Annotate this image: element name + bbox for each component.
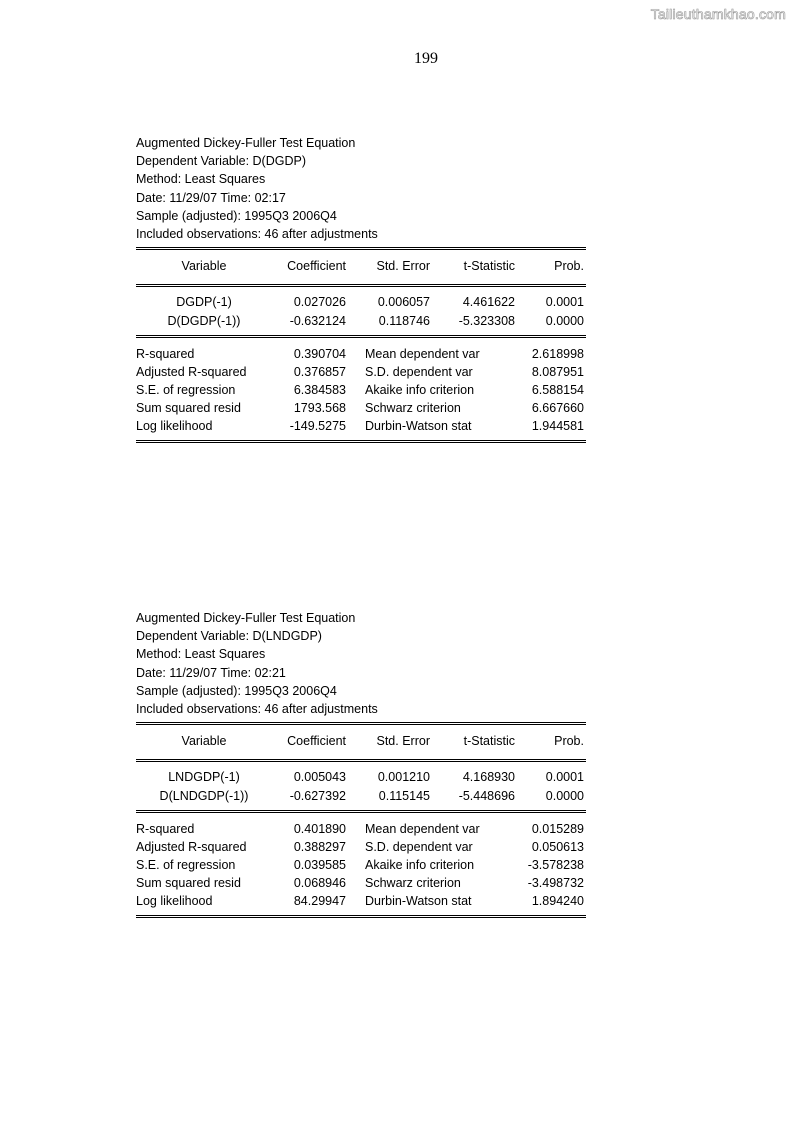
table-row (136, 787, 586, 805)
stat-value: 84.29947 (293, 894, 346, 909)
stat-label: Schwarz criterion (365, 401, 461, 416)
stat-value: 6.588154 (531, 383, 584, 398)
cell-t-statistic: 4.461622 (462, 295, 515, 310)
cell-coefficient: -0.627392 (289, 788, 346, 803)
stat-value: 0.390704 (293, 346, 346, 361)
stat-label: Sum squared resid (136, 876, 241, 891)
header-method: Method: Least Squares (136, 172, 266, 187)
stat-label: Akaike info criterion (365, 858, 475, 873)
cell-coefficient: -0.632124 (289, 313, 346, 328)
stat-label: R-squared (136, 821, 195, 836)
stat-value: 0.050613 (531, 839, 584, 854)
cell-std-error: 0.006057 (377, 295, 430, 310)
cell-prob: 0.0000 (545, 788, 584, 803)
stat-value: 6.667660 (531, 401, 584, 416)
col-coefficient: Coefficient (287, 734, 346, 749)
col-t-statistic: t-Statistic (463, 259, 515, 274)
header-sample: Sample (adjusted): 1995Q3 2006Q4 (136, 683, 337, 698)
cell-std-error: 0.001210 (377, 770, 430, 785)
column-header-row (136, 257, 586, 275)
stat-label: Sum squared resid (136, 401, 241, 416)
stat-value: 0.388297 (293, 839, 346, 854)
col-coefficient: Coefficient (287, 259, 346, 274)
stat-label: R-squared (136, 346, 195, 361)
cell-variable: LNDGDP(-1) (168, 770, 240, 785)
cell-coefficient: 0.005043 (293, 770, 346, 785)
stat-label: S.D. dependent var (365, 364, 473, 379)
column-header-row (136, 732, 586, 750)
col-std-error: Std. Error (376, 734, 430, 749)
header-title: Augmented Dickey-Fuller Test Equation (136, 611, 356, 625)
col-t-statistic: t-Statistic (463, 734, 515, 749)
stat-value: -149.5275 (289, 419, 346, 434)
cell-std-error: 0.118746 (378, 313, 430, 328)
cell-t-statistic: 4.168930 (462, 770, 515, 785)
stat-label: Mean dependent var (365, 346, 480, 361)
stat-label: Log likelihood (136, 894, 213, 909)
stat-label: S.E. of regression (136, 858, 236, 873)
cell-variable: D(DGDP(-1)) (167, 313, 241, 328)
col-prob: Prob. (554, 734, 584, 749)
stat-label: S.E. of regression (136, 383, 236, 398)
stat-value: -3.578238 (527, 858, 584, 873)
stats-row (136, 363, 586, 381)
col-variable: Variable (181, 734, 227, 749)
cell-std-error: 0.115145 (378, 788, 430, 803)
stat-value: 0.039585 (293, 858, 346, 873)
header-dependent-variable: Dependent Variable: D(DGDP) (136, 154, 306, 169)
page-number: 199 (414, 50, 438, 67)
col-prob: Prob. (554, 259, 584, 274)
stat-label: Adjusted R-squared (136, 839, 247, 854)
stat-label: Durbin-Watson stat (365, 419, 472, 434)
header-date-time: Date: 11/29/07 Time: 02:21 (136, 665, 286, 680)
double-rule (136, 440, 586, 443)
stat-value: 1.894240 (531, 894, 584, 909)
stat-value: -3.498732 (527, 876, 584, 891)
stat-label: Durbin-Watson stat (365, 894, 472, 909)
stat-value: 0.376857 (293, 364, 346, 379)
cell-prob: 0.0000 (545, 313, 584, 328)
stat-label: Adjusted R-squared (136, 364, 247, 379)
adf-test-output-lndgdp (136, 609, 586, 918)
table-row (136, 312, 586, 330)
cell-variable: D(LNDGDP(-1)) (159, 788, 249, 803)
cell-t-statistic: -5.448696 (458, 788, 515, 803)
header-sample: Sample (adjusted): 1995Q3 2006Q4 (136, 208, 337, 223)
header-method: Method: Least Squares (136, 647, 266, 662)
stat-label: Mean dependent var (365, 821, 480, 836)
header-dependent-variable: Dependent Variable: D(LNDGDP) (136, 629, 322, 644)
header-title: Augmented Dickey-Fuller Test Equation (136, 136, 356, 150)
header-observations: Included observations: 46 after adjustments (136, 701, 378, 716)
stat-label: Schwarz criterion (365, 876, 461, 891)
stat-value: 8.087951 (531, 364, 584, 379)
stats-row (136, 417, 586, 435)
cell-coefficient: 0.027026 (293, 295, 346, 310)
stats-row (136, 820, 586, 838)
watermark-text: Tailieuthamkhao.com (650, 6, 786, 22)
stat-label: Akaike info criterion (365, 383, 475, 398)
header-date-time: Date: 11/29/07 Time: 02:17 (136, 190, 286, 205)
stat-value: 1793.568 (293, 401, 346, 416)
header-observations: Included observations: 46 after adjustments (136, 226, 378, 241)
stat-value: 0.401890 (293, 821, 346, 836)
stats-row (136, 345, 586, 363)
double-rule (136, 915, 586, 918)
table-row (136, 293, 586, 311)
stat-value: 0.068946 (293, 876, 346, 891)
cell-variable: DGDP(-1) (176, 295, 232, 310)
stats-row (136, 874, 586, 892)
stats-row (136, 381, 586, 399)
stat-value: 0.015289 (531, 821, 584, 836)
stats-row (136, 892, 586, 910)
stat-label: S.D. dependent var (365, 839, 473, 854)
cell-prob: 0.0001 (545, 295, 584, 310)
adf-test-output-dgdp (136, 134, 586, 443)
stat-value: 6.384583 (293, 383, 346, 398)
col-std-error: Std. Error (376, 259, 430, 274)
stats-row (136, 399, 586, 417)
stat-label: Log likelihood (136, 419, 213, 434)
cell-prob: 0.0001 (545, 770, 584, 785)
col-variable: Variable (181, 259, 227, 274)
stat-value: 2.618998 (531, 346, 584, 361)
stat-value: 1.944581 (531, 419, 584, 434)
stats-row (136, 856, 586, 874)
stats-row (136, 838, 586, 856)
cell-t-statistic: -5.323308 (458, 313, 515, 328)
table-row (136, 768, 586, 786)
